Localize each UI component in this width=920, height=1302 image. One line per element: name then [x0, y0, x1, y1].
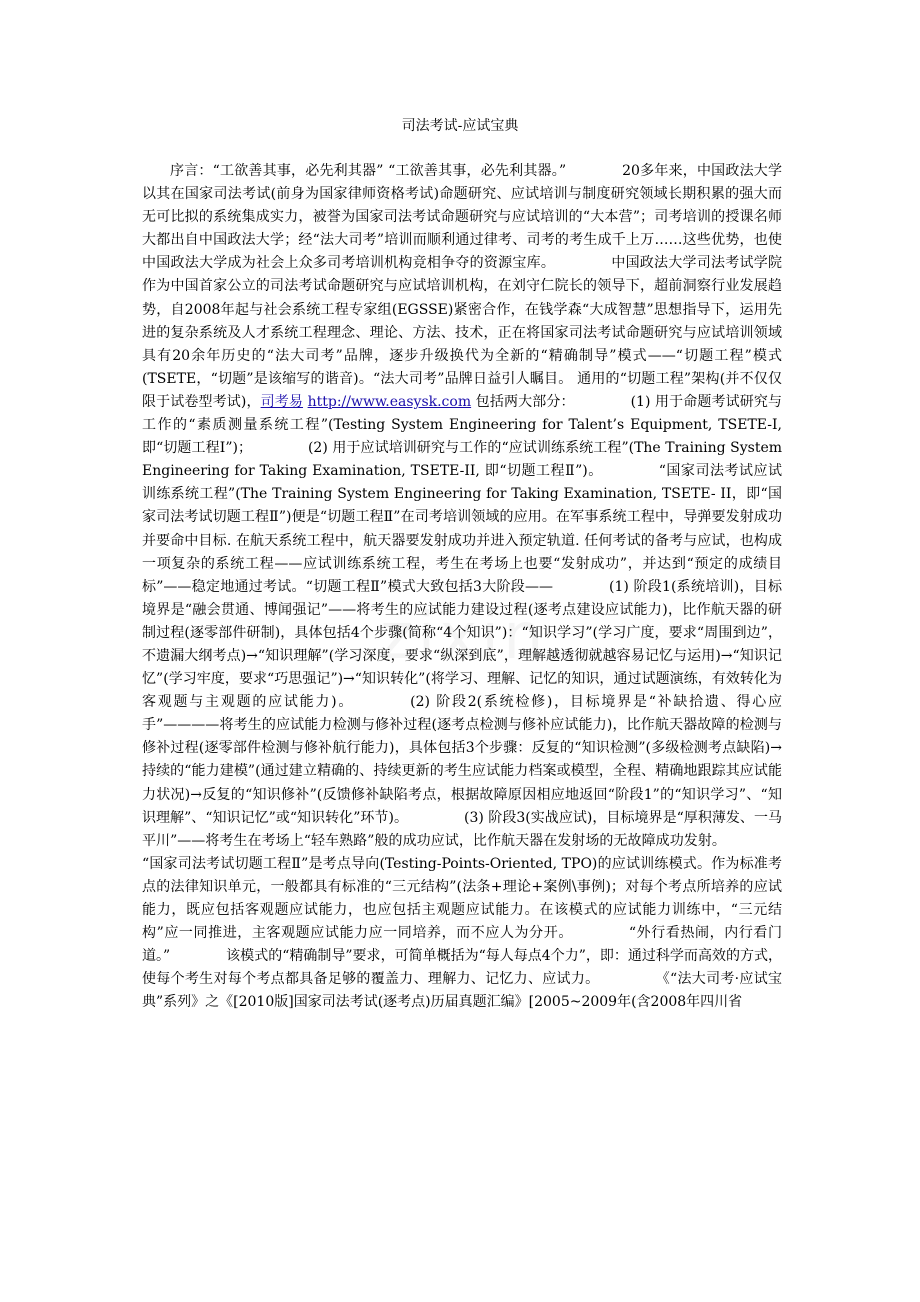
text-segment: 中国政法大学司法考试学院作为中国首家公立的司法考试命题研究与应试培训机构，在刘守仁院长的领导下，超前洞察行业发展趋势，自2008年起与社会系统工程专家组(EGSSE)紧密合作，在钱学森“大成智慧”思想指导下，运用先进的复杂系统及人才系统工程理念、理论、方法、技术，正在将国家司法考试命题研究与应试培训领域具有20余年历史的“法大司考”品牌，逐步升级换代为全新的“精确制导”模式——“切题工程”模式(TSETE，“切题”是该缩写的谐音)。“法大司考”品牌日益引人瞩目。 通用的“切题工程”架构(并不仅仅限于试卷型考试)，	[142, 255, 783, 410]
text-segment: 包括两大部分：	[471, 393, 575, 410]
text-segment: (1) 用于命题考试研究与工作的“素质测量系统工程”(Testing System Engineering for Talent’s Equipment, TSETE-I, 即“切题工程Ⅰ”)；	[142, 393, 783, 457]
text-segment: “国家司法考试应试训练系统工程”(The Training System Engineering for Taking Examination, TSETE- II，即“国家司法考试切题工程Ⅱ”)便是“切题工程Ⅱ”在司考培训领域的应用。在军事系统工程中，导弹要发射成功并要命中目标. 在航天系统工程中，航天器要发射成功并进入预定轨道. 任何考试的备考与应试，也构成一项复杂的系统工程——应试训练系统工程，考生在考场上也要“发射成功”，并达到“预定的成绩目标”——稳定地通过考试。“切题工程Ⅱ”模式大致包括3大阶段——	[142, 463, 782, 595]
text-segment: 《“法大司考·应试宝典”系列》之《[2010版]国家司法考试(逐考点)历届真题汇编》[2005~2009年(含2008年四川省	[142, 971, 783, 1011]
document-title: 司法考试-应试宝典	[401, 118, 519, 134]
text-segment: (2) 用于应试培训研究与工作的“应试训练系统工程”(The Training System Engineering for Taking Examination, TSETE-II, 即“切题工程Ⅱ”)。	[142, 440, 783, 480]
text-segment: (2) 阶段2(系统检修)，目标境界是“补缺拾遗、得心应手”————将考生的应试能力检测与修补过程(逐考点检测与修补应试能力)，比作航天器故障的检测与修补过程(逐零部件检测与修补航行能力)，具体包括3个步骤：反复的“知识检测”(多级检测考点缺陷)→持续的“能力建模”(通过建立精确的、持续更新的考生应试能力档案或模型，全程、精确地跟踪其应试能力状况)→反复的“知识修补”(反馈修补缺陷考点，根据故障原因相应地返回“阶段1”的“知识学习”、“知识理解”、“知识记忆”或“知识转化”环节)。	[142, 694, 782, 826]
text-segment: “外行看热闹，内行看门道。”	[142, 925, 782, 965]
text-segment: 该模式的“精确制导”要求，可简单概括为“每人每点4个力”，即：通过科学而高效的方式，使每个考生对每个考点都具备足够的覆盖力、理解力、记忆力、应试力。	[142, 948, 782, 988]
url-link[interactable]: http://www.easysk.com	[307, 393, 472, 410]
text-segment: (1) 阶段1(系统培训)，目标境界是“融会贯通、博闻强记”——将考生的应试能力建设过程(逐考点建设应试能力)，比作航天器的研制过程(逐零部件研制)，具体包括4个步骤(简称“4个知识”)：“知识学习”(学习广度，要求“周围到边”，不遗漏大纲考点)→“知识理解”(学习深度，要求“纵深到底”，理解越透彻就越容易记忆与运用)→“知识记忆”(学习牢度，要求“巧思强记”)→“知识转化”(将学习、理解、记忆的知识，通过试题演练，有效转化为客观题与主观题的应试能力)。	[142, 578, 782, 711]
text-segment: 20多年来，中国政法大学以其在国家司法考试(前身为国家律师资格考试)命题研究、应试培训与制度研究领域长期积累的强大而无可比拟的系统集成实力，被誉为国家司法考试命题研究与应试培训的“大本营”；司考培训的授课名师大都出自中国政法大学；经“法大司考”培训而顺利通过律考、司考的考生成千上万……这些优势，也使中国政法大学成为社会上众多司考培训机构竞相争夺的资源宝库。	[142, 163, 782, 272]
body-paragraph	[142, 160, 782, 1014]
text-segment: “国家司法考试切题工程Ⅱ”是考点导向(Testing-Points-Oriented, TPO)的应试训练模式。作为标准考点的法律知识单元，一般都具有标准的“三元结构”(法条+理论+案例\事例)；对每个考点所培养的应试能力，既应包括客观题应试能力，也应包括主观题应试能力。在该模式的应试能力训练中，“三元结构”应一同推进，主客观题应试能力应一同培养，而不应人为分开。	[142, 855, 782, 942]
text-segment: (3) 阶段3(实战应试)，目标境界是“厚积薄发、一马平川”——将考生在考场上“轻车熟路”般的成功应试，比作航天器在发射场的无故障成功发射。	[142, 809, 782, 849]
site-link[interactable]: 司考易	[260, 393, 304, 410]
text-segment: 序言：“工欲善其事，必先利其器” “工欲善其事，必先利其器。”	[170, 163, 567, 179]
